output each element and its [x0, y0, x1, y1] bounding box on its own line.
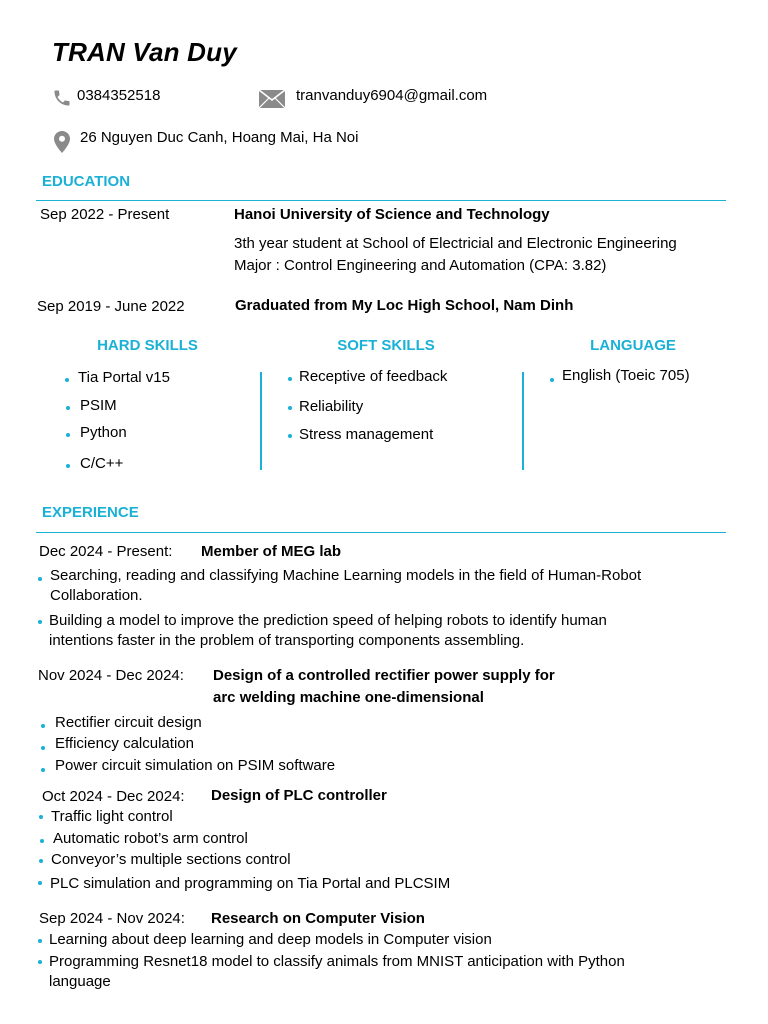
bullet-icon	[288, 406, 292, 410]
bullet-icon	[38, 939, 42, 943]
job-item: Conveyor’s multiple sections control	[51, 851, 291, 868]
bullet-icon	[38, 881, 42, 885]
job-item: Traffic light control	[51, 808, 173, 825]
bullet-icon	[39, 815, 43, 819]
hard-skills-heading: HARD SKILLS	[97, 337, 198, 354]
phone-number: 0384352518	[77, 87, 161, 104]
job-date: Dec 2024 - Present:	[39, 543, 173, 560]
bullet-icon	[38, 577, 42, 581]
job-item: Efficiency calculation	[55, 735, 194, 752]
job-item: Power circuit simulation on PSIM software	[55, 757, 336, 774]
hard-skill-item: Python	[80, 424, 127, 441]
job-item-line: intentions faster in the problem of transporting components assembling.	[49, 632, 525, 649]
education-detail: 3th year student at School of Electricial and Electronic Engineering	[234, 235, 677, 252]
hard-skill-item: C/C++	[80, 455, 124, 472]
job-role: Member of MEG lab	[201, 543, 342, 560]
education-school: Graduated from My Loc High School, Nam Dinh	[235, 297, 574, 314]
experience-divider	[36, 532, 726, 533]
job-date: Oct 2024 - Dec 2024:	[42, 788, 185, 805]
phone-icon	[52, 88, 72, 108]
hard-skill-item: PSIM	[80, 397, 117, 414]
job-item	[49, 952, 625, 992]
education-date: Sep 2022 - Present	[40, 206, 170, 223]
job-item-line: Collaboration.	[50, 587, 143, 604]
job-date: Nov 2024 - Dec 2024:	[38, 667, 184, 684]
bullet-icon	[40, 839, 44, 843]
bullet-icon	[38, 960, 42, 964]
job-item-line: Programming Resnet18 model to classify animals from MNIST anticipation with Python	[49, 953, 625, 970]
soft-skill-item: Receptive of feedback	[299, 368, 448, 385]
email-address[interactable]: tranvanduy6904@gmail.com	[296, 87, 488, 104]
job-item: Automatic robot’s arm control	[53, 830, 248, 847]
job-item-line: language	[49, 973, 111, 990]
job-item	[49, 611, 607, 651]
education-date: Sep 2019 - June 2022	[37, 298, 185, 315]
bullet-icon	[41, 724, 45, 728]
language-item: English (Toeic 705)	[562, 367, 690, 384]
bullet-icon	[288, 377, 292, 381]
soft-skill-item: Stress management	[299, 426, 434, 443]
bullet-icon	[65, 378, 69, 382]
bullet-icon	[66, 433, 70, 437]
bullet-icon	[41, 746, 45, 750]
soft-skill-item: Reliability	[299, 398, 364, 415]
job-date: Sep 2024 - Nov 2024:	[39, 910, 185, 927]
job-item-line: Building a model to improve the prediction speed of helping robots to identify human	[49, 612, 607, 629]
column-divider	[260, 372, 262, 470]
email-icon	[259, 90, 285, 108]
bullet-icon	[550, 378, 554, 382]
bullet-icon	[38, 620, 42, 624]
bullet-icon	[39, 859, 43, 863]
bullet-icon	[66, 464, 70, 468]
language-heading: LANGUAGE	[590, 337, 676, 354]
bullet-icon	[66, 406, 70, 410]
location-pin-icon	[54, 131, 70, 153]
job-role: Design of a controlled rectifier power supply for	[213, 667, 555, 684]
job-role: arc welding machine one-dimensional	[213, 689, 484, 706]
experience-heading: EXPERIENCE	[42, 504, 139, 521]
soft-skills-heading: SOFT SKILLS	[337, 337, 435, 354]
job-item-line: Searching, reading and classifying Machine Learning models in the field of Human-Robot	[50, 567, 642, 584]
job-item	[50, 566, 641, 606]
job-role: Design of PLC controller	[211, 787, 387, 804]
job-item: PLC simulation and programming on Tia Portal and PLCSIM	[50, 875, 451, 892]
job-item: Rectifier circuit design	[55, 714, 202, 731]
education-major: Major : Control Engineering and Automation (CPA: 3.82)	[234, 257, 607, 274]
column-divider	[522, 372, 524, 470]
hard-skill-item: Tia Portal v15	[78, 369, 170, 386]
education-heading: EDUCATION	[42, 173, 131, 190]
candidate-name: TRAN Van Duy	[52, 37, 237, 67]
education-divider	[36, 200, 726, 201]
bullet-icon	[288, 434, 292, 438]
bullet-icon	[41, 768, 45, 772]
job-item: Learning about deep learning and deep models in Computer vision	[49, 931, 492, 948]
education-school: Hanoi University of Science and Technology	[234, 206, 550, 223]
job-role: Research on Computer Vision	[211, 910, 425, 927]
address: 26 Nguyen Duc Canh, Hoang Mai, Ha Noi	[80, 129, 359, 146]
